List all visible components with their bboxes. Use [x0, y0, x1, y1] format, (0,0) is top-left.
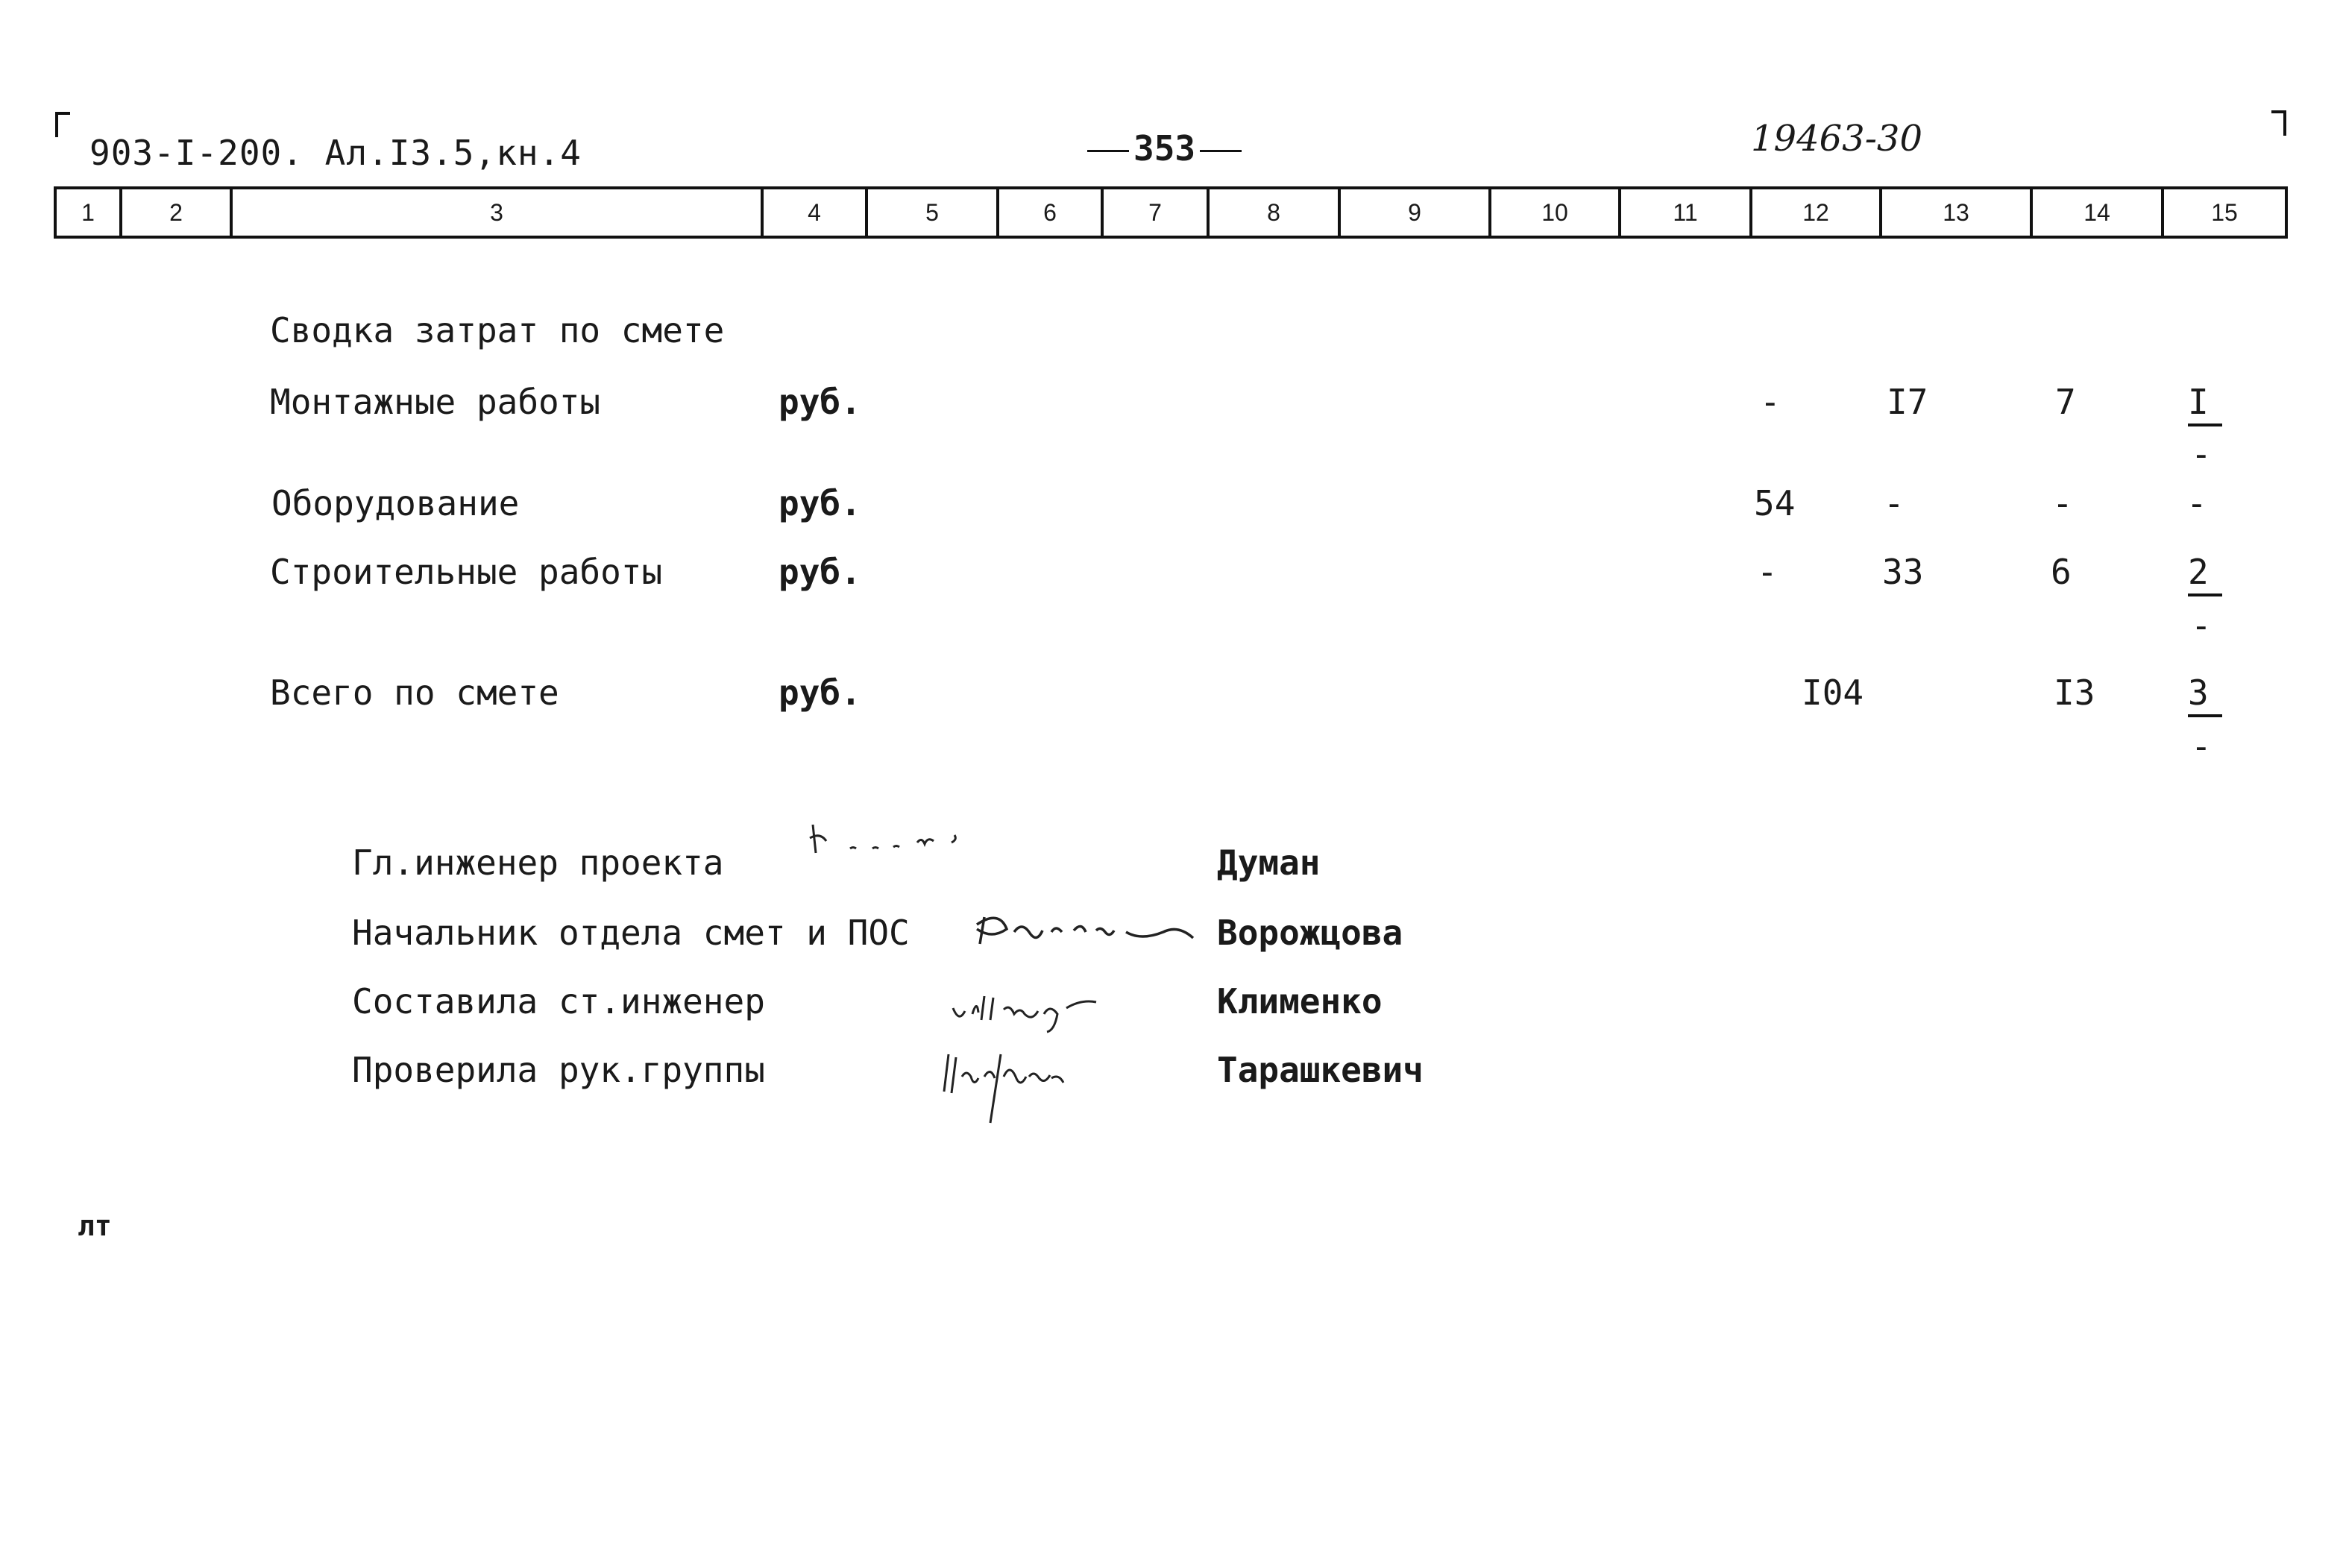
document-code: 903-I-200. Ал.I3.5,кн.4 [89, 133, 582, 173]
signature-name: Думан [1217, 843, 1321, 883]
total-value-col15 [2188, 673, 2222, 713]
row-value-col12: 54 [1754, 483, 1796, 523]
total-value-col15-sub: - [2191, 726, 2212, 766]
column-number: 3 [233, 189, 764, 236]
column-number: 4 [764, 189, 868, 236]
total-unit: руб. [779, 673, 861, 713]
total-value-col14: I3 [2054, 673, 2095, 713]
handwritten-signature [940, 1039, 1119, 1129]
column-number: 15 [2211, 199, 2238, 226]
row-value-col15-sub: - [2191, 434, 2212, 474]
row-value-col12: - [1757, 552, 1778, 592]
row-label: Монтажные работы [270, 382, 601, 422]
handwritten-signature [947, 981, 1141, 1033]
column-number: 9 [1341, 189, 1491, 236]
row-unit: руб. [779, 382, 861, 422]
column-number: 2 [122, 189, 233, 236]
column-number: 11 [1621, 189, 1752, 236]
total-label: Всего по смете [270, 673, 559, 713]
signature-role: Начальник отдела смет и ПОС [352, 913, 910, 953]
signature-name: Ворожцова [1217, 913, 1403, 953]
row-unit: руб. [779, 552, 861, 592]
column-number: 6 [999, 189, 1104, 236]
signature-role: Проверила рук.группы [352, 1050, 765, 1090]
row-value-col13: - [1884, 483, 1905, 523]
row-unit: руб. [779, 483, 861, 523]
column-number: 13 [1882, 189, 2033, 236]
row-value-col12: - [1760, 382, 1781, 422]
row-value-col14: 7 [2055, 382, 2076, 422]
row-value-col14: 6 [2051, 552, 2072, 592]
page-dash-left [1087, 150, 1129, 152]
column-number: 7 [1104, 189, 1210, 236]
column-number: 8 [1210, 189, 1341, 236]
corner-mark-top-left [55, 112, 70, 137]
signature-name: Клименко [1217, 981, 1383, 1021]
row-value-col15: - [2186, 483, 2207, 523]
row-value-col15-main: I [2188, 382, 2222, 426]
row-value-col15 [2188, 552, 2222, 592]
row-value-col15 [2188, 382, 2222, 422]
row-value-col13: I7 [1887, 382, 1928, 422]
row-value-col15-main: 2 [2188, 552, 2222, 596]
handwritten-signature [805, 816, 1044, 868]
row-label: Строительные работы [270, 552, 663, 592]
handwritten-signature [969, 902, 1215, 954]
page-number [1083, 128, 1246, 169]
corner-mark-top-right [2271, 110, 2286, 136]
signature-role: Составила ст.инженер [352, 981, 765, 1021]
total-value-col12-13: I04 [1802, 673, 1864, 713]
row-value-col14: - [2052, 483, 2073, 523]
column-number: 14 [2033, 189, 2164, 236]
column-number-strip [54, 186, 2288, 239]
signature-name: Тарашкевич [1217, 1050, 1424, 1090]
footer-mark: лт [78, 1209, 112, 1242]
row-value-col15-sub: - [2191, 605, 2212, 646]
page-number-value: 353 [1133, 128, 1196, 169]
column-number: 1 [57, 189, 122, 236]
signature-role: Гл.инженер проекта [352, 843, 724, 883]
column-number: 5 [868, 189, 999, 236]
column-number: 12 [1752, 189, 1882, 236]
row-value-col13: 33 [1882, 552, 1924, 592]
summary-title: Сводка затрат по смете [270, 310, 725, 350]
page-dash-right [1200, 150, 1242, 152]
column-number: 10 [1491, 189, 1621, 236]
stamp-number: 19463-30 [1751, 118, 1922, 160]
row-label: Оборудование [271, 483, 520, 523]
total-value-col15-main: 3 [2188, 673, 2222, 717]
